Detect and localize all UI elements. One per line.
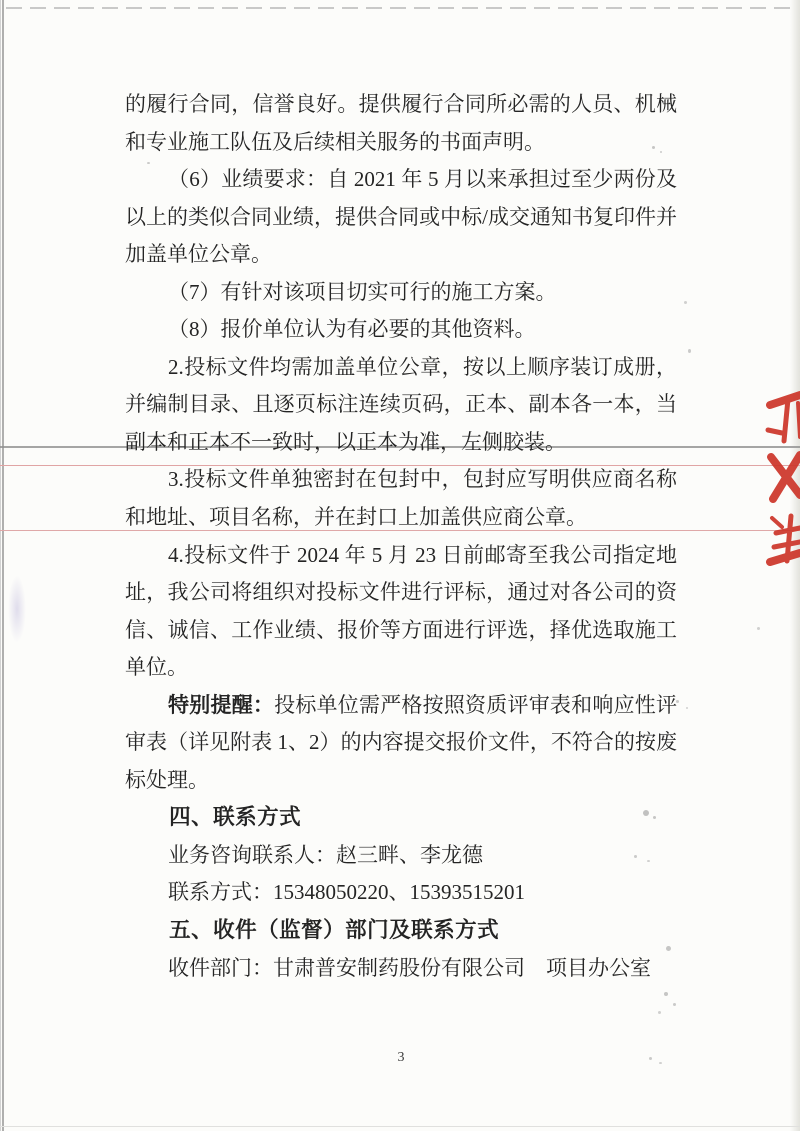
document-body xyxy=(125,86,677,987)
receiver-department-line: 收件部门：甘肃普安制药股份有限公司 项目办公室 xyxy=(168,955,652,980)
paragraph-item-8: （8）报价单位认为有必要的其他资料。 xyxy=(168,317,536,342)
scan-speck xyxy=(659,1062,662,1064)
paragraph-item-7: （7）有针对该项目切实可行的施工方案。 xyxy=(168,279,557,304)
page-top-edge-artifact xyxy=(6,7,794,9)
scan-speck xyxy=(147,162,150,164)
scan-speck xyxy=(688,349,691,353)
scan-speck xyxy=(634,855,637,858)
scan-speck xyxy=(647,860,650,862)
section-5-heading: 五、收件（监督）部门及联系方式 xyxy=(169,918,500,943)
page-number: 3 xyxy=(397,1050,405,1065)
page-left-edge-line xyxy=(2,0,4,1131)
scan-speck xyxy=(757,627,760,630)
paragraph-item-3-sealing: 3.投标文件单独密封在包封中，包封应写明供应商名称和地址、项目名称，并在封口上加盖供应商公章。 xyxy=(125,467,677,530)
scan-speck xyxy=(658,1011,661,1014)
scan-speck xyxy=(686,707,688,709)
red-stamp-fragment-icon xyxy=(760,385,800,570)
special-note-text: 投标单位需严格按照资质评审表和响应性评审表（详见附表 1、2）的内容提交报价文件，不符合的按废标处理。 xyxy=(125,692,677,792)
scan-speck xyxy=(660,151,662,153)
page-left-edge-light xyxy=(0,0,1,1131)
scan-speck xyxy=(664,992,668,996)
paragraph-item-6: （6）业绩要求：自 2021 年 5 月以来承担过至少两份及以上的类似合同业绩，提供合同或中标/成交通知书复印件并加盖单位公章。 xyxy=(125,167,677,267)
scan-speck xyxy=(649,1057,652,1060)
paragraph-contract-performance: 的履行合同，信誉良好。提供履行合同所必需的人员、机械和专业施工队伍及后续相关服务的书面声明。 xyxy=(125,92,677,154)
contact-person-line: 业务咨询联系人：赵三畔、李龙德 xyxy=(168,842,484,867)
special-note-paragraph xyxy=(125,687,677,800)
scan-speck xyxy=(684,301,687,304)
scan-speck xyxy=(653,816,656,819)
section-4-heading: 四、联系方式 xyxy=(169,805,302,830)
paragraph-item-4-mailing: 4.投标文件于 2024 年 5 月 23 日前邮寄至我公司指定地址，我公司将组织对投标文件进行评标，通过对各公司的资信、诚信、工作业绩、报价等方面进行评选，择优选取施工单位。 xyxy=(125,542,677,680)
scan-speck xyxy=(666,946,671,951)
scan-speck xyxy=(676,700,679,703)
special-note-lead: 特别提醒： xyxy=(168,693,275,717)
page-bottom-edge-line xyxy=(0,1126,800,1127)
contact-phone-line: 联系方式：15348050220、15393515201 xyxy=(168,880,526,905)
scan-speck xyxy=(652,146,655,149)
scan-speck xyxy=(673,1003,676,1006)
scan-speck xyxy=(643,810,649,816)
paragraph-item-2-binding: 2.投标文件均需加盖单位公章，按以上顺序装订成册，并编制目录、且逐页标注连续页码，正本、副本各一本，当副本和正本不一致时，以正本为准，左侧胶装。 xyxy=(125,354,677,454)
scan-smudge xyxy=(8,575,26,643)
